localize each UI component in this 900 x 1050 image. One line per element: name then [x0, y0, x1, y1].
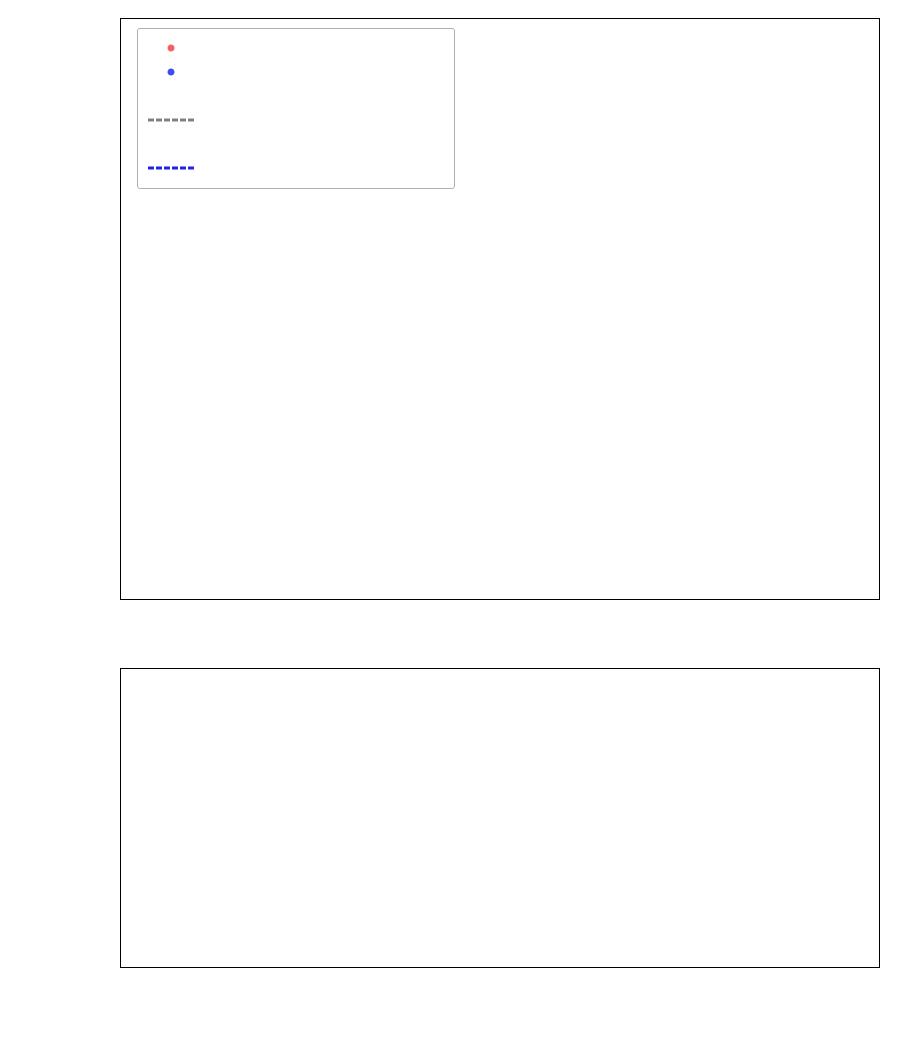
legend-item-gamma [148, 132, 444, 156]
fit-residuals-panel [0, 650, 900, 1050]
legend-marker-gamma [148, 135, 194, 153]
legend-marker-corrected [148, 63, 194, 81]
residuals-plot-area [120, 668, 880, 968]
legend-item-raw [148, 36, 444, 60]
legend-item-vignetting [148, 108, 444, 132]
legend-item-corrected [148, 60, 444, 84]
legend [137, 28, 455, 189]
legend-item-platepar [148, 84, 444, 108]
legend-marker-fit [148, 159, 194, 177]
legend-marker-platepar [148, 87, 194, 105]
legend-marker-vignetting [148, 111, 194, 129]
legend-item-fit [148, 156, 444, 180]
legend-marker-raw [148, 39, 194, 57]
